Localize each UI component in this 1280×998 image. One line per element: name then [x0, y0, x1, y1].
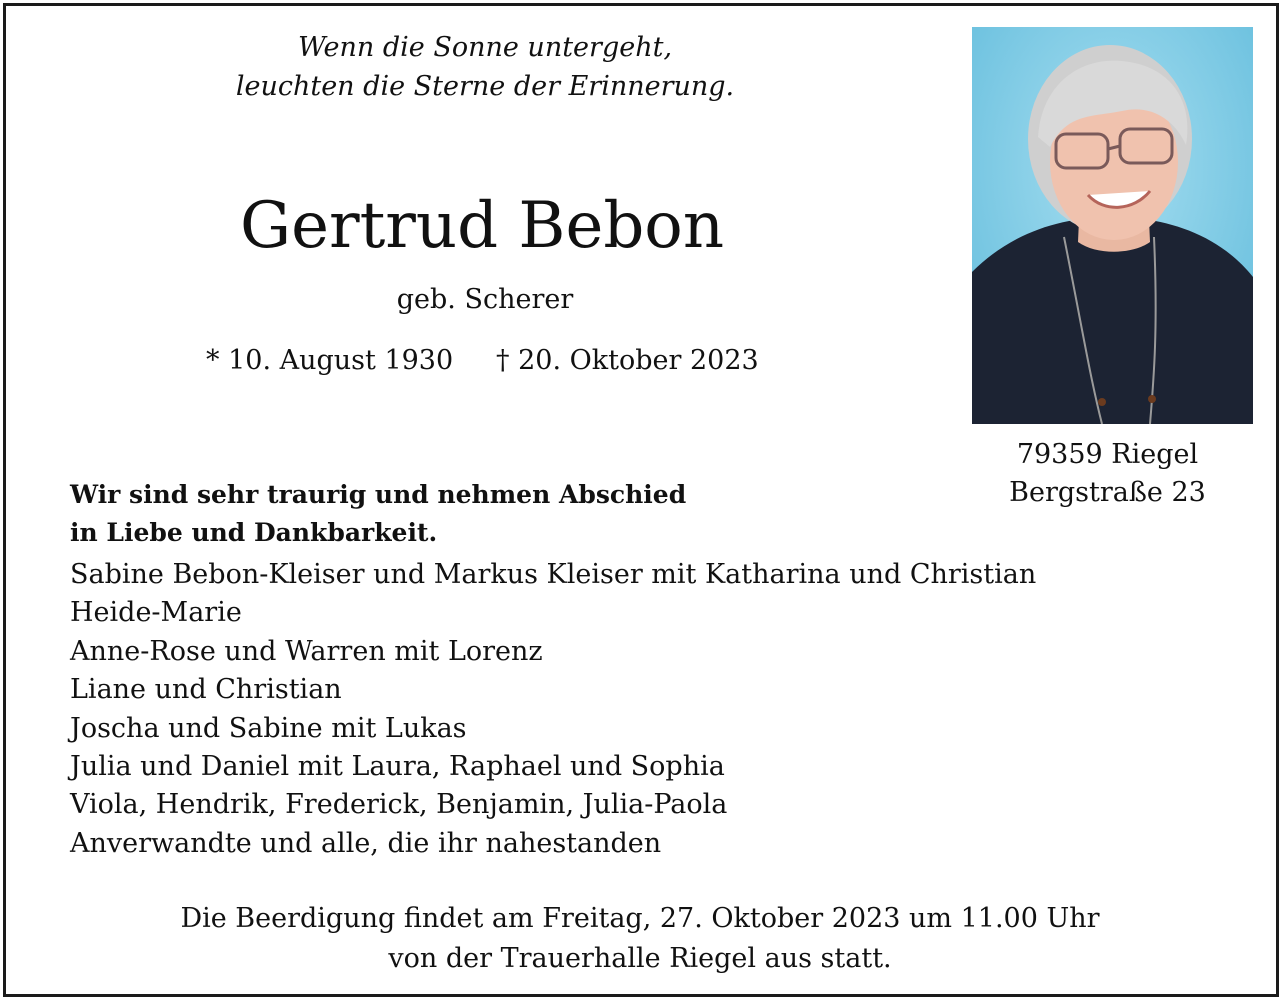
portrait-photo: [972, 27, 1253, 424]
mourner-entry: Anverwandte und alle, die ihr nahestanden: [70, 827, 662, 859]
mourner-entry: Joscha und Sabine mit Lukas: [70, 712, 467, 744]
maiden-name: geb. Scherer: [396, 284, 574, 315]
necklace-bead: [1148, 395, 1156, 403]
farewell-line-2: in Liebe und Dankbarkeit.: [70, 518, 438, 547]
address-block: [985, 436, 1230, 512]
mourner-entry: Heide-Marie: [70, 597, 242, 629]
farewell-statement: [70, 476, 686, 552]
funeral-line-2: von der Trauerhalle Riegel aus statt.: [388, 943, 892, 974]
mourners-list: [70, 556, 1036, 863]
funeral-line-1: Die Beerdigung findet am Freitag, 27. Oktober 2023 um 11.00 Uhr: [180, 903, 1100, 934]
mourner-entry: Anne-Rose und Warren mit Lorenz: [70, 635, 543, 667]
mourner-entry: Julia und Daniel mit Laura, Raphael und Sophia: [70, 751, 725, 783]
mourner-entry: Liane und Christian: [70, 674, 342, 706]
address-line-2: Bergstraße 23: [1009, 477, 1206, 508]
farewell-line-1: Wir sind sehr traurig und nehmen Abschied: [70, 480, 687, 509]
funeral-notice: [140, 899, 1140, 979]
motto-verse: [185, 28, 785, 106]
motto-line-1: Wenn die Sonne untergeht,: [297, 32, 673, 63]
death-date: † 20. Oktober 2023: [496, 345, 759, 376]
deceased-name: Gertrud Bebon: [239, 189, 725, 263]
mourner-entry: Sabine Bebon-Kleiser und Markus Kleiser mit Katharina und Christian: [70, 559, 1037, 590]
necklace-bead: [1098, 398, 1106, 406]
address-line-1: 79359 Riegel: [1016, 439, 1199, 470]
birth-date: * 10. August 1930: [206, 345, 454, 376]
portrait-illustration: [972, 27, 1253, 424]
mourner-entry: Viola, Hendrik, Frederick, Benjamin, Julia-Paola: [70, 789, 728, 821]
motto-line-2: leuchten die Sterne der Erinnerung.: [235, 71, 735, 102]
